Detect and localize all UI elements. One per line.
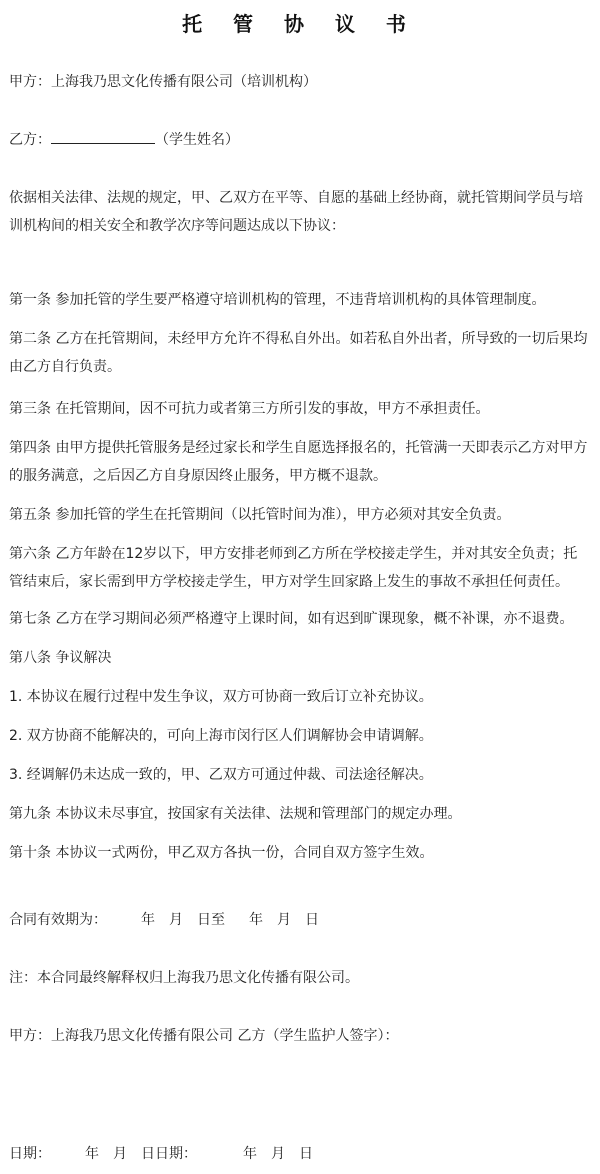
clause-3: 第三条 在托管期间，因不可抗力或者第三方所引发的事故，甲方不承担责任。 [9, 401, 490, 417]
clause-2: 第二条 乙方在托管期间，未经甲方允许不得私自外出。如若私自外出者，所导致的一切后果均由乙方自行负责。 [9, 331, 588, 375]
clause-8: 第八条 争议解决 [9, 650, 112, 666]
date-year-2: 年 [243, 1146, 257, 1162]
party-a-line: 甲方：上海我乃思文化传播有限公司（培训机构） [9, 74, 317, 90]
validity-month-2: 月 [277, 912, 291, 928]
signature-line: 甲方：上海我乃思文化传播有限公司 乙方（学生监护人签字）： [9, 1028, 399, 1044]
intro-paragraph: 依据相关法律、法规的规定，甲、乙双方在平等、自愿的基础上经协商，就托管期间学员与培训机构间的相关安全和教学次序等问题达成以下协议： [9, 190, 583, 234]
date-day-2: 日 [299, 1146, 313, 1162]
date-label-1: 日期： [9, 1146, 51, 1162]
note-line: 注：本合同最终解释权归上海我乃思文化传播有限公司。 [9, 970, 359, 986]
party-b-line [9, 126, 594, 154]
validity-month-1: 月 [169, 912, 183, 928]
date-month-2: 月 [271, 1146, 285, 1162]
party-b-label: 乙方： [9, 132, 51, 148]
clause-4: 第四条 由甲方提供托管服务是经过家长和学生自愿选择报名的，托管满一天即表示乙方对甲方的服务满意，之后因乙方自身原因终止服务，甲方概不退款。 [9, 440, 588, 484]
document-title: 托 管 协 议 书 [182, 12, 418, 36]
date-line [9, 1140, 594, 1168]
clause-5: 第五条 参加托管的学生在托管期间（以托管时间为准），甲方必须对其安全负责。 [9, 507, 511, 523]
clause-7: 第七条 乙方在学习期间必须严格遵守上课时间，如有迟到旷课现象，概不补课，亦不退费。 [9, 611, 574, 627]
validity-day-1: 日至 [197, 912, 225, 928]
validity-year-1: 年 [141, 912, 155, 928]
clause-9: 第九条 本协议未尽事宜，按国家有关法律、法规和管理部门的规定办理。 [9, 806, 462, 822]
clause-8-item-3: 3. 经调解仍未达成一致的，甲、乙双方可通过仲裁、司法途径解决。 [9, 767, 433, 783]
validity-label: 合同有效期为： [9, 912, 107, 928]
clause-8-item-1: 1. 本协议在履行过程中发生争议，双方可协商一致后订立补充协议。 [9, 689, 433, 705]
date-day-1: 日日期： [141, 1146, 197, 1162]
student-name-blank [51, 129, 155, 144]
date-year-1: 年 [85, 1146, 99, 1162]
validity-line [9, 906, 594, 934]
clause-1: 第一条 参加托管的学生要严格遵守培训机构的管理，不违背培训机构的具体管理制度。 [9, 292, 546, 308]
validity-year-2: 年 [249, 912, 263, 928]
clause-6: 第六条 乙方年龄在12岁以下，甲方安排老师到乙方所在学校接走学生，并对其安全负责；托管结束后，家长需到甲方学校接走学生，甲方对学生回家路上发生的事故不承担任何责任。 [9, 546, 578, 590]
date-month-1: 月 [113, 1146, 127, 1162]
validity-day-2: 日 [305, 912, 319, 928]
clause-8-item-2: 2. 双方协商不能解决的，可向上海市闵行区人们调解协会申请调解。 [9, 728, 433, 744]
clause-10: 第十条 本协议一式两份，甲乙双方各执一份，合同自双方签字生效。 [9, 845, 434, 861]
party-b-suffix: （学生姓名） [155, 132, 239, 148]
